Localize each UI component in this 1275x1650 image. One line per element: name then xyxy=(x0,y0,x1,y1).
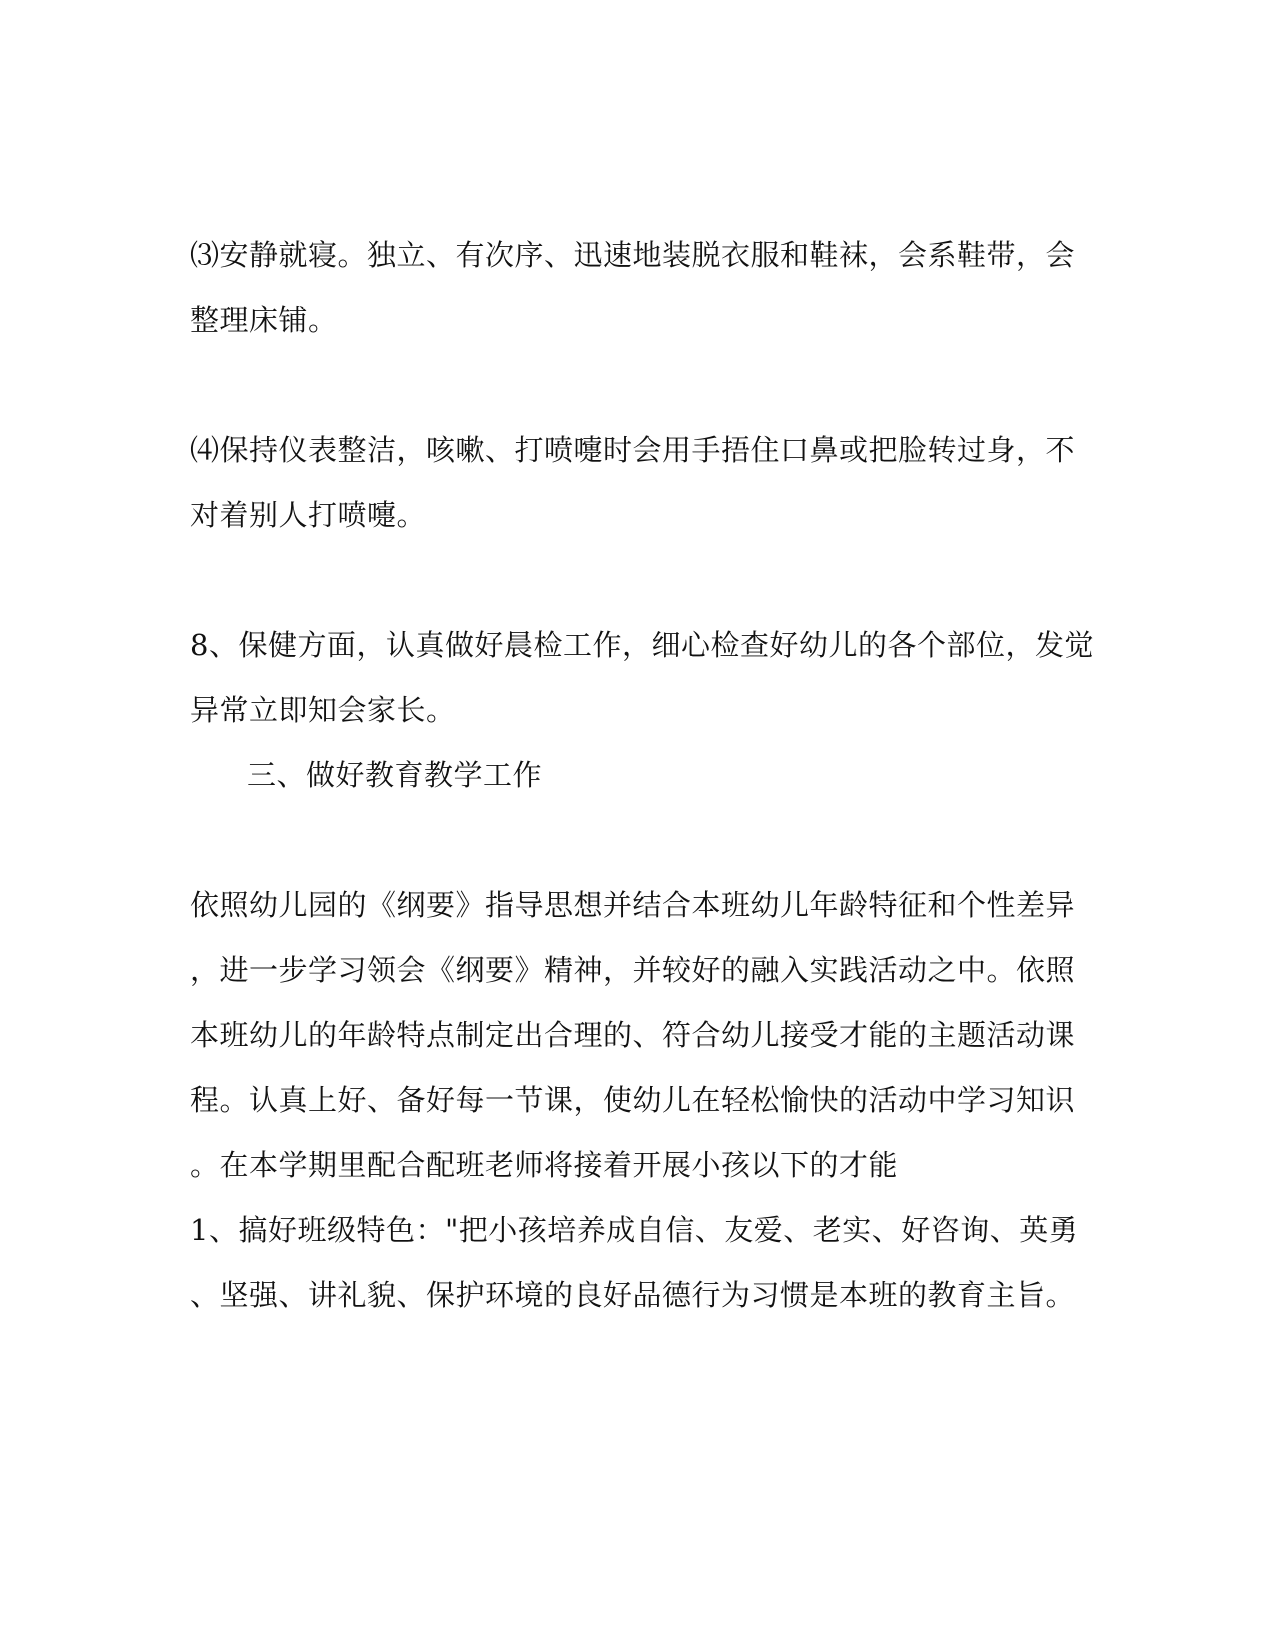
paragraph-line: ⑶安静就寝。独立、有次序、迅速地装脱衣服和鞋袜，会系鞋带，会 xyxy=(190,238,1076,272)
paragraph-line: ，进一步学习领会《纲要》精神，并较好的融入实践活动之中。依照 xyxy=(190,953,1076,987)
paragraph-line: 程。认真上好、备好每一节课，使幼儿在轻松愉快的活动中学习知识 xyxy=(190,1083,1076,1117)
paragraph-line: 整理床铺。 xyxy=(190,303,338,337)
paragraph-line: 对着别人打喷嚏。 xyxy=(190,498,427,532)
paragraph-line: 1、搞好班级特色："把小孩培养成自信、友爱、老实、好咨询、英勇 xyxy=(190,1213,1079,1247)
paragraph-line: ⑷保持仪表整洁，咳嗽、打喷嚏时会用手捂住口鼻或把脸转过身，不 xyxy=(190,433,1076,467)
paragraph-line: 异常立即知会家长。 xyxy=(190,693,456,727)
paragraph-line: 8、保健方面，认真做好晨检工作，细心检查好幼儿的各个部位，发觉 xyxy=(190,628,1094,662)
paragraph-line: 、坚强、讲礼貌、保护环境的良好品德行为习惯是本班的教育主旨。 xyxy=(190,1278,1076,1312)
paragraph-line: 依照幼儿园的《纲要》指导思想并结合本班幼儿年龄特征和个性差异 xyxy=(190,888,1076,922)
paragraph-line: 本班幼儿的年龄特点制定出合理的、符合幼儿接受才能的主题活动课 xyxy=(190,1018,1076,1052)
paragraph-line: 。在本学期里配合配班老师将接着开展小孩以下的才能 xyxy=(190,1148,899,1182)
section-heading: 三、做好教育教学工作 xyxy=(247,758,543,792)
